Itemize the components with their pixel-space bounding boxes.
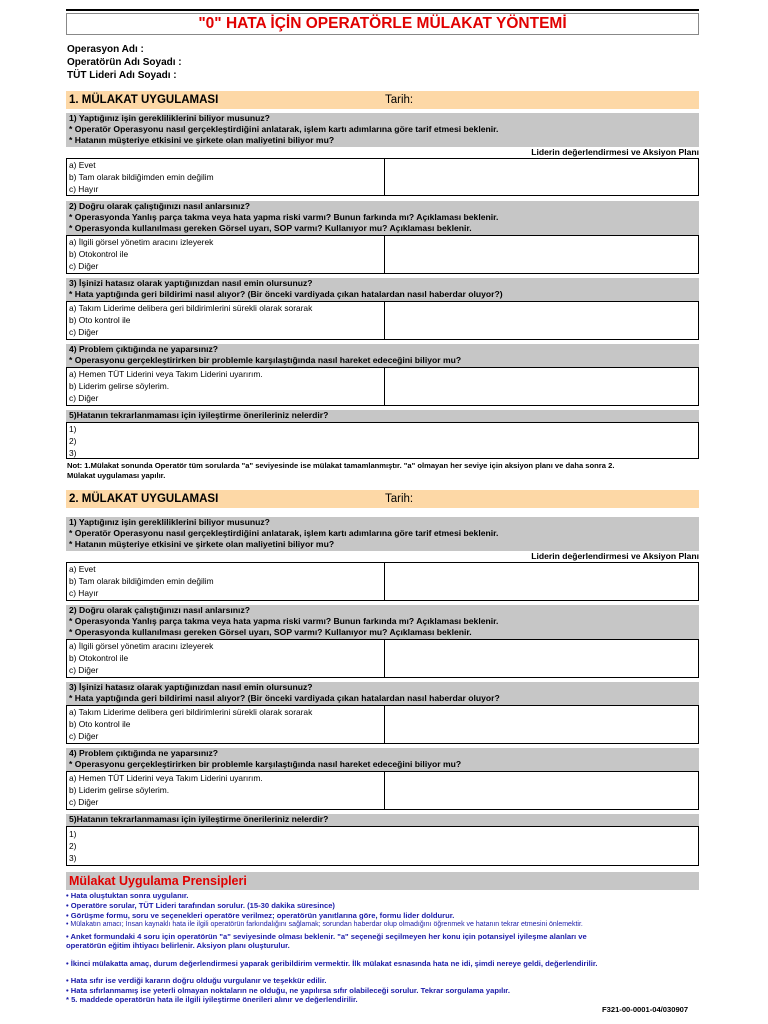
s2-q4-options bbox=[67, 772, 385, 809]
s1-q1-line: * Operatör Operasyonu nasıl gerçekleştirdiğini anlatarak, işlem kartı adımlarına göre tarif etmesi beklenir. bbox=[69, 124, 499, 134]
s2-q2-line: 2) Doğru olarak çalıştığınızı nasıl anlarsınız? bbox=[69, 605, 250, 615]
s1-q1-option-a[interactable]: a) Evet bbox=[69, 160, 96, 170]
s1-q2-options bbox=[67, 236, 385, 273]
s2-q1-line: 1) Yaptığınız işin gerekliliklerini biliyor musunuz? bbox=[69, 517, 270, 527]
s1-q1-answer-box[interactable] bbox=[66, 158, 699, 196]
s1-q5-suggestion-2[interactable]: 2) bbox=[69, 436, 77, 446]
s1-q4-option-a[interactable]: a) Hemen TÜT Liderini veya Takım Liderini uyarırım. bbox=[69, 369, 263, 379]
s2-q1-line: * Hatanın müşteriye etkisini ve şirkete olan maliyetini biliyor mu? bbox=[69, 539, 335, 549]
s2-q3-options bbox=[67, 706, 385, 743]
s1-q1-line: 1) Yaptığınız işin gerekliliklerini biliyor musunuz? bbox=[69, 113, 270, 123]
s2-q4-line: * Operasyonu gerçekleştirirken bir problemle karşılaştığında nasıl hareket edeceğini biliyor mu? bbox=[69, 759, 462, 769]
section-2-date-label: Tarih: bbox=[385, 493, 414, 505]
s1-q1-line: * Hatanın müşteriye etkisini ve şirkete olan maliyetini biliyor mu? bbox=[69, 135, 335, 145]
s2-question-3 bbox=[66, 682, 699, 705]
s2-q4-option-a[interactable]: a) Hemen TÜT Liderini veya Takım Liderini uyarırım. bbox=[69, 773, 263, 783]
principle-item: • Görüşme formu, soru ve seçenekleri operatöre verilmez; operatörün yanıtlarına göre, formu lider doldurur. bbox=[66, 911, 455, 920]
s1-q2-option-c[interactable]: c) Diğer bbox=[69, 261, 99, 271]
form-code: F321-00-0001-04/030907 bbox=[602, 1005, 689, 1014]
s2-q4-answer-box[interactable] bbox=[66, 771, 699, 810]
principle-item: • Hata oluştuktan sonra uygulanır. bbox=[66, 891, 189, 900]
s1-question-3 bbox=[66, 278, 699, 301]
s2-question-4 bbox=[66, 748, 699, 771]
s2-q2-option-c[interactable]: c) Diğer bbox=[69, 665, 99, 675]
form-title: "0" HATA İÇİN OPERATÖRLE MÜLAKAT YÖNTEMİ bbox=[66, 13, 699, 35]
principle-item: • Operatöre sorular, TÜT Lideri tarafından sorulur. (15-30 dakika süresince) bbox=[66, 901, 335, 910]
s1-question-1 bbox=[66, 113, 699, 147]
s2-q1-answer-box[interactable] bbox=[66, 562, 699, 601]
s1-q5-suggestion-3[interactable]: 3) bbox=[69, 448, 77, 458]
s1-q3-line: * Hata yaptığında geri bildirimi nasıl alıyor? (Bir önceki vardiyada çıkan hatalardan nasıl haberdar oluyor?) bbox=[69, 289, 503, 299]
s2-q5-suggestion-2[interactable]: 2) bbox=[69, 841, 77, 851]
s1-question-4 bbox=[66, 344, 699, 367]
s1-q4-option-b[interactable]: b) Liderim gelirse söylerim. bbox=[69, 381, 170, 391]
s1-q2-option-b[interactable]: b) Otokontrol ile bbox=[69, 249, 129, 259]
s2-q2-option-a[interactable]: a) İlgili görsel yönetim aracını izleyerek bbox=[69, 641, 214, 651]
s2-q1-option-b[interactable]: b) Tam olarak bildiğimden emin değilim bbox=[69, 576, 214, 586]
s2-q4-option-c[interactable]: c) Diğer bbox=[69, 797, 99, 807]
s1-question-5 bbox=[66, 410, 699, 422]
top-rule bbox=[66, 9, 699, 11]
s1-q3-options bbox=[67, 302, 385, 339]
s1-q5-answer-box[interactable] bbox=[66, 422, 699, 459]
s1-q5-suggestions bbox=[67, 423, 698, 458]
section-2-title: 2. MÜLAKAT UYGULAMASI bbox=[69, 493, 219, 505]
s1-q3-option-c[interactable]: c) Diğer bbox=[69, 327, 99, 337]
s1-q3-option-b[interactable]: b) Oto kontrol ile bbox=[69, 315, 131, 325]
note-line: Not: 1.Mülakat sonunda Operatör tüm sorularda "a" seviyesinde ise mülakat tamamlanmıştır. "a" olmayan her seviye için aksiyon planı ve daha sonra 2. bbox=[67, 461, 615, 470]
s2-q3-line: 3) İşinizi hatasız olarak yaptığınızdan nasıl emin olursunuz? bbox=[69, 682, 313, 692]
principle-item: * 5. maddede operatörün hata ile ilgili iyileştirme önerileri alınır ve değerlendirilir. bbox=[66, 995, 358, 1004]
s2-q5-suggestion-3[interactable]: 3) bbox=[69, 853, 77, 863]
s2-q2-option-b[interactable]: b) Otokontrol ile bbox=[69, 653, 129, 663]
s2-q5-line: 5)Hatanın tekrarlanmaması için iyileştirme önerileriniz nelerdir? bbox=[69, 814, 329, 824]
principle-item: • Hata sıfırlanmamış ise yeterli olmayan noktaların ne olduğu, ne yapılırsa sıfır olabileceği sorulur. Tekrar sorgulama yapılır. bbox=[66, 986, 510, 995]
operator-name-label: Operatörün Adı Soyadı : bbox=[67, 57, 182, 68]
s1-q2-line: * Operasyonda kullanılması gereken Görsel uyarı, SOP varmı? Kullanıyor mu? Açıklaması beklenir. bbox=[69, 223, 472, 233]
principle-item: • Anket formundaki 4 soru için operatörün "a" seviyesinde olması beklenir. "a" seçeneği seçilmeyen her konu için potansiyel iyileşme alanları ve bbox=[66, 932, 587, 941]
s1-q1-option-b[interactable]: b) Tam olarak bildiğimden emin değilim bbox=[69, 172, 214, 182]
s1-q3-answer-box[interactable] bbox=[66, 301, 699, 340]
s2-question-5 bbox=[66, 814, 699, 826]
section-1-date-label: Tarih: bbox=[385, 94, 414, 106]
s1-q2-answer-box[interactable] bbox=[66, 235, 699, 274]
s2-q1-option-a[interactable]: a) Evet bbox=[69, 564, 96, 574]
s2-q1-line: * Operatör Operasyonu nasıl gerçekleştirdiğini anlatarak, işlem kartı adımlarına göre tarif etmesi beklenir. bbox=[69, 528, 499, 538]
s2-q2-answer-box[interactable] bbox=[66, 639, 699, 678]
principles-title: Mülakat Uygulama Prensipleri bbox=[66, 872, 699, 890]
s1-q4-option-c[interactable]: c) Diğer bbox=[69, 393, 99, 403]
s2-question-1 bbox=[66, 517, 699, 551]
s2-q3-line: * Hata yaptığında geri bildirimi nasıl alıyor? (Bir önceki vardiyada çıkan hatalardan nasıl haberdar oluyor? bbox=[69, 693, 500, 703]
section-1-header bbox=[66, 91, 699, 109]
s1-q4-line: * Operasyonu gerçekleştirirken bir problemle karşılaştığında nasıl hareket edeceğini biliyor mu? bbox=[69, 355, 462, 365]
s2-q3-option-a[interactable]: a) Takım Liderime delibera geri bildirimlerini sürekli olarak sorarak bbox=[69, 707, 313, 717]
s2-question-2 bbox=[66, 605, 699, 639]
s2-leader-evaluation-label: Liderin değerlendirmesi ve Aksiyon Planı bbox=[531, 551, 699, 561]
s2-q2-options bbox=[67, 640, 385, 677]
s1-q4-options bbox=[67, 368, 385, 405]
section-1-title: 1. MÜLAKAT UYGULAMASI bbox=[69, 94, 219, 106]
s1-q2-line: 2) Doğru olarak çalıştığınızı nasıl anlarsınız? bbox=[69, 201, 250, 211]
s1-q4-line: 4) Problem çıktığında ne yaparsınız? bbox=[69, 344, 218, 354]
s1-q4-answer-box[interactable] bbox=[66, 367, 699, 406]
principle-item: • Mülakatın amacı; İnsan kaynaklı hata ile ilgili operatörün farkındalığını sağlamak; sorundan haberdar olup olmadığını öğrenmek ve hatanın tekrar etmesini önlemektir. bbox=[66, 921, 583, 928]
operation-name-label: Operasyon Adı : bbox=[67, 44, 144, 55]
section-2-header bbox=[66, 490, 699, 508]
s1-q5-line: 5)Hatanın tekrarlanmaması için iyileştirme önerileriniz nelerdir? bbox=[69, 410, 329, 420]
s2-q5-suggestions bbox=[67, 827, 698, 865]
principle-item: • Hata sıfır ise verdiği kararın doğru olduğu vurgulanır ve teşekkür edilir. bbox=[66, 976, 327, 985]
s2-q2-line: * Operasyonda Yanlış parça takma veya hata yapma riski varmı? Bunun farkında mı? Açıklaması beklenir. bbox=[69, 616, 499, 626]
s2-q5-answer-box[interactable] bbox=[66, 826, 699, 866]
s1-q5-suggestion-1[interactable]: 1) bbox=[69, 424, 77, 434]
s2-q4-line: 4) Problem çıktığında ne yaparsınız? bbox=[69, 748, 218, 758]
s2-q2-line: * Operasyonda kullanılması gereken Görsel uyarı, SOP varmı? Kullanıyor mu? Açıklaması beklenir. bbox=[69, 627, 472, 637]
s1-q2-line: * Operasyonda Yanlış parça takma veya hata yapma riski varmı? Bunun farkında mı? Açıklaması beklenir. bbox=[69, 212, 499, 222]
s2-q3-option-b[interactable]: b) Oto kontrol ile bbox=[69, 719, 131, 729]
s2-q3-answer-box[interactable] bbox=[66, 705, 699, 744]
principle-item: operatörün eğitim ihtiyacı belirlenir. Aksiyon planı oluşturulur. bbox=[66, 941, 290, 950]
s1-q1-options bbox=[67, 159, 385, 195]
s2-q1-option-c[interactable]: c) Hayır bbox=[69, 588, 99, 598]
tut-leader-name-label: TÜT Lideri Adı Soyadı : bbox=[67, 70, 177, 81]
s2-q1-options bbox=[67, 563, 385, 600]
s2-q5-suggestion-1[interactable]: 1) bbox=[69, 829, 77, 839]
s1-q3-option-a[interactable]: a) Takım Liderime delibera geri bildirimlerini sürekli olarak sorarak bbox=[69, 303, 313, 313]
note-line: Mülakat uygulaması yapılır. bbox=[67, 471, 166, 480]
s2-q3-option-c[interactable]: c) Diğer bbox=[69, 731, 99, 741]
s1-question-2 bbox=[66, 201, 699, 235]
s1-q1-option-c[interactable]: c) Hayır bbox=[69, 184, 99, 194]
principle-item: • İkinci mülakatta amaç, durum değerlendirmesi yaparak geribildirim vermektir. İlk mülakat esnasında hata ne idi, şimdi nereye geldi, değerlendirilir. bbox=[66, 959, 598, 968]
s1-q3-line: 3) İşinizi hatasız olarak yaptığınızdan nasıl emin olursunuz? bbox=[69, 278, 313, 288]
s1-leader-evaluation-label: Liderin değerlendirmesi ve Aksiyon Planı bbox=[531, 147, 699, 157]
s1-q2-option-a[interactable]: a) İlgili görsel yönetim aracını izleyerek bbox=[69, 237, 214, 247]
section-1-note bbox=[67, 461, 697, 481]
s2-q4-option-b[interactable]: b) Liderim gelirse söylerim. bbox=[69, 785, 170, 795]
